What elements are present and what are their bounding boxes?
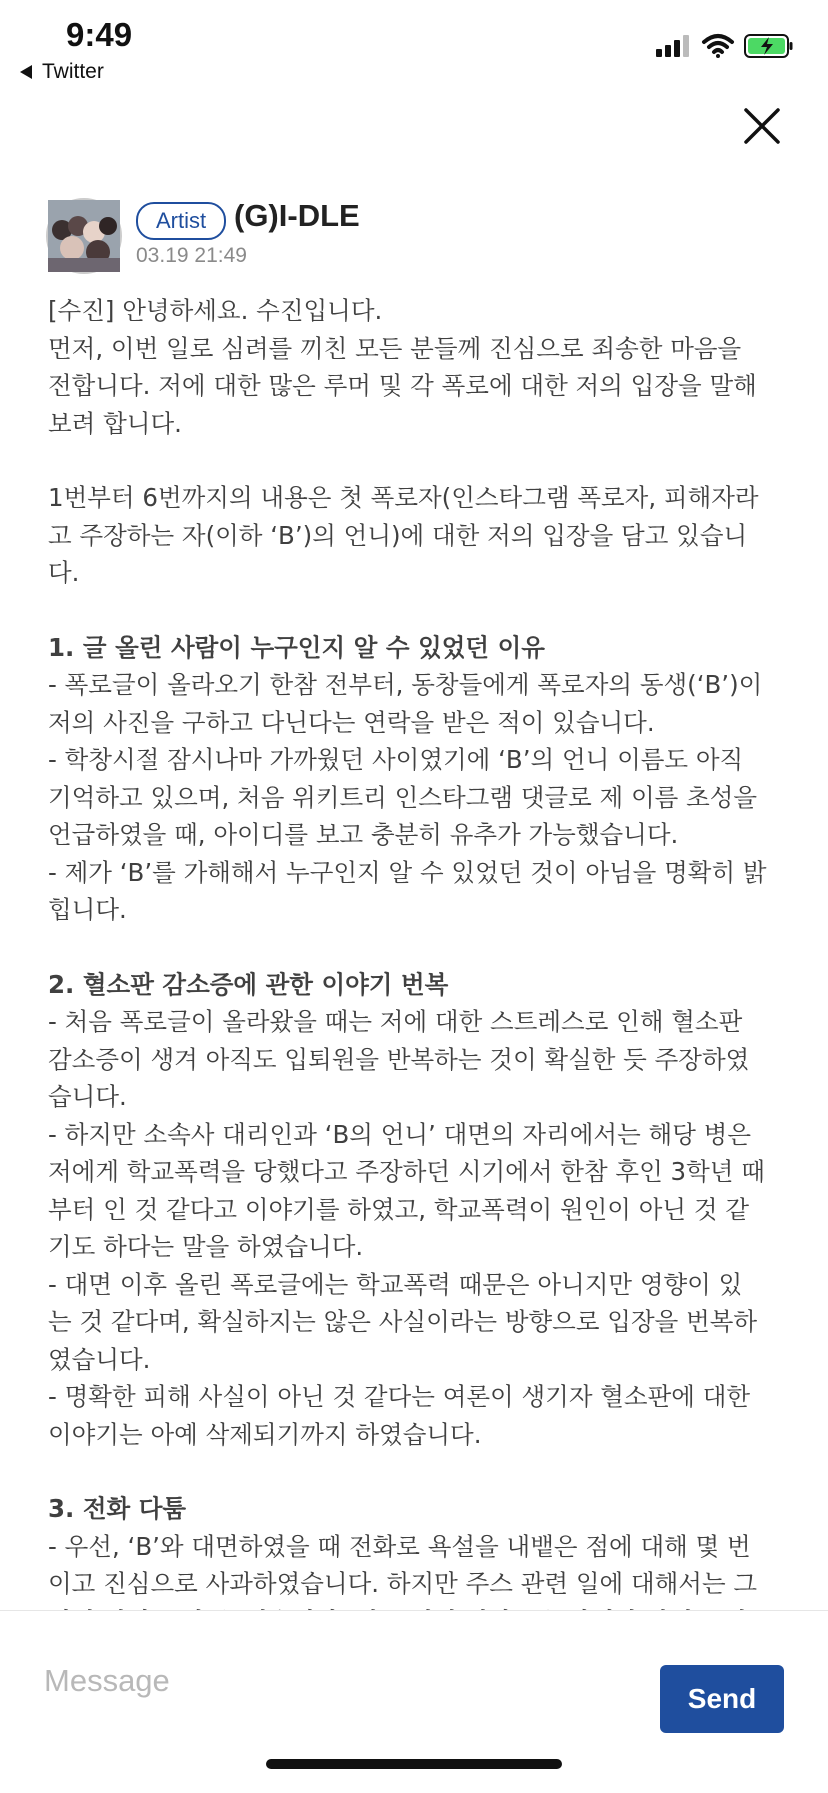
post-text-line: 다. xyxy=(48,558,80,587)
battery-charging-icon xyxy=(744,34,794,58)
post-text-line: 부터 인 것 같다고 이야기를 하였고, 학교폭력이 원인이 아닌 것 같 xyxy=(48,1194,750,1224)
section-heading: 3. 전화 다툼 xyxy=(48,1494,187,1523)
section-heading: 1. 글 올린 사람이 누구인지 알 수 있었던 이유 xyxy=(48,632,545,662)
message-input[interactable] xyxy=(44,1651,604,1711)
post-text-line: - 처음 폭로글이 올라왔을 때는 저에 대한 스트레스로 인해 혈소판 xyxy=(48,1007,743,1036)
post-text-line: 언급하였을 때, 아이디를 보고 충분히 유추가 가능했습니다. xyxy=(48,820,679,849)
post-paragraph xyxy=(48,292,788,442)
post-text-line: 기도 하다는 말을 하였습니다. xyxy=(48,1232,364,1261)
post-text-line: 기억하고 있으며, 처음 위키트리 인스타그램 댓글로 제 이름 초성을 xyxy=(48,782,758,812)
post-text-line: 고 주장하는 자(이하 ‘B’)의 언니)에 대한 저의 입장을 담고 있습니 xyxy=(48,520,748,550)
home-indicator[interactable] xyxy=(266,1759,562,1769)
post-paragraph xyxy=(48,966,788,1454)
post-text-line: 감소증이 생겨 아직도 입퇴원을 반복하는 것이 확실한 듯 주장하였 xyxy=(48,1044,750,1074)
post-text-line: 였습니다. xyxy=(48,1344,151,1374)
post-body xyxy=(48,292,788,1608)
post-text-line: - 대면 이후 올린 폭로글에는 학교폭력 때문은 아니지만 영향이 있 xyxy=(48,1269,743,1299)
back-app-label: Twitter xyxy=(42,60,104,83)
post-text-line: - 우선, ‘B’와 대면하였을 때 전화로 욕설을 내뱉은 점에 대해 몇 번 xyxy=(48,1531,751,1561)
group-photo-icon xyxy=(48,200,120,272)
avatar[interactable] xyxy=(46,198,122,274)
artist-name[interactable]: (G)I-DLE xyxy=(234,198,360,233)
post-text-line: - 학창시절 잠시나마 가까웠던 사이였기에 ‘B’의 언니 이름도 아직 xyxy=(48,745,744,774)
post-text-line: 저에게 학교폭력을 당했다고 주장하던 시기에서 한참 후인 3학년 때 xyxy=(48,1157,765,1186)
wifi-icon xyxy=(702,34,734,58)
post-text-line: 전합니다. 저에 대한 많은 루머 및 각 폭로에 대한 저의 입장을 말해 xyxy=(48,371,757,400)
post-text-line: 이야기는 아예 삭제되기까지 하였습니다. xyxy=(48,1419,482,1449)
status-icons xyxy=(656,34,794,58)
close-icon[interactable] xyxy=(742,106,782,146)
post-text-line: 습니다. xyxy=(48,1082,127,1111)
back-to-app-link[interactable] xyxy=(20,60,104,84)
post-text-line: - 제가 ‘B’를 가해해서 누구인지 알 수 있었던 것이 아님을 명확히 밝 xyxy=(48,857,767,887)
post-text-line: - 명확한 피해 사실이 아닌 것 같다는 여론이 생기자 혈소판에 대한 xyxy=(48,1382,751,1411)
post-paragraph xyxy=(48,479,788,592)
post-text-line: [수진] 안녕하세요. 수진입니다. xyxy=(48,296,383,325)
post-text-line: 힙니다. xyxy=(48,895,127,924)
post-text-line: 는 것 같다며, 확실하지는 않은 사실이라는 방향으로 입장을 번복하 xyxy=(48,1307,758,1336)
post-text-line: 저의 사진을 구하고 다닌다는 연락을 받은 적이 있습니다. xyxy=(48,707,655,737)
post-timestamp: 03.19 21:49 xyxy=(136,244,247,267)
post-text-line: 이고 진심으로 사과하였습니다. 하지만 주스 관련 일에 대해서는 그 xyxy=(48,1569,758,1598)
message-composer xyxy=(0,1610,828,1793)
post-paragraph xyxy=(48,629,788,929)
post-text-line: 먼저, 이번 일로 심려를 끼친 모든 분들께 진심으로 죄송한 마음을 xyxy=(48,333,742,363)
post-text-line: 보려 합니다. xyxy=(48,408,182,438)
post-text-line: - 폭로글이 올라오기 한참 전부터, 동창들에게 폭로자의 동생(‘B’)이 xyxy=(48,670,763,699)
signal-icon xyxy=(656,35,692,57)
post-text-line: 1번부터 6번까지의 내용은 첫 폭로자(인스타그램 폭로자, 피해자라 xyxy=(48,483,759,512)
section-heading: 2. 혈소판 감소증에 관한 이야기 번복 xyxy=(48,969,449,999)
status-time: 9:49 xyxy=(66,16,133,53)
post-text-line: - 하지만 소속사 대리인과 ‘B의 언니’ 대면의 자리에서는 해당 병은 xyxy=(48,1119,751,1149)
send-button[interactable]: Send xyxy=(660,1665,784,1733)
artist-badge: Artist xyxy=(136,202,226,240)
back-arrow-icon xyxy=(20,65,32,79)
